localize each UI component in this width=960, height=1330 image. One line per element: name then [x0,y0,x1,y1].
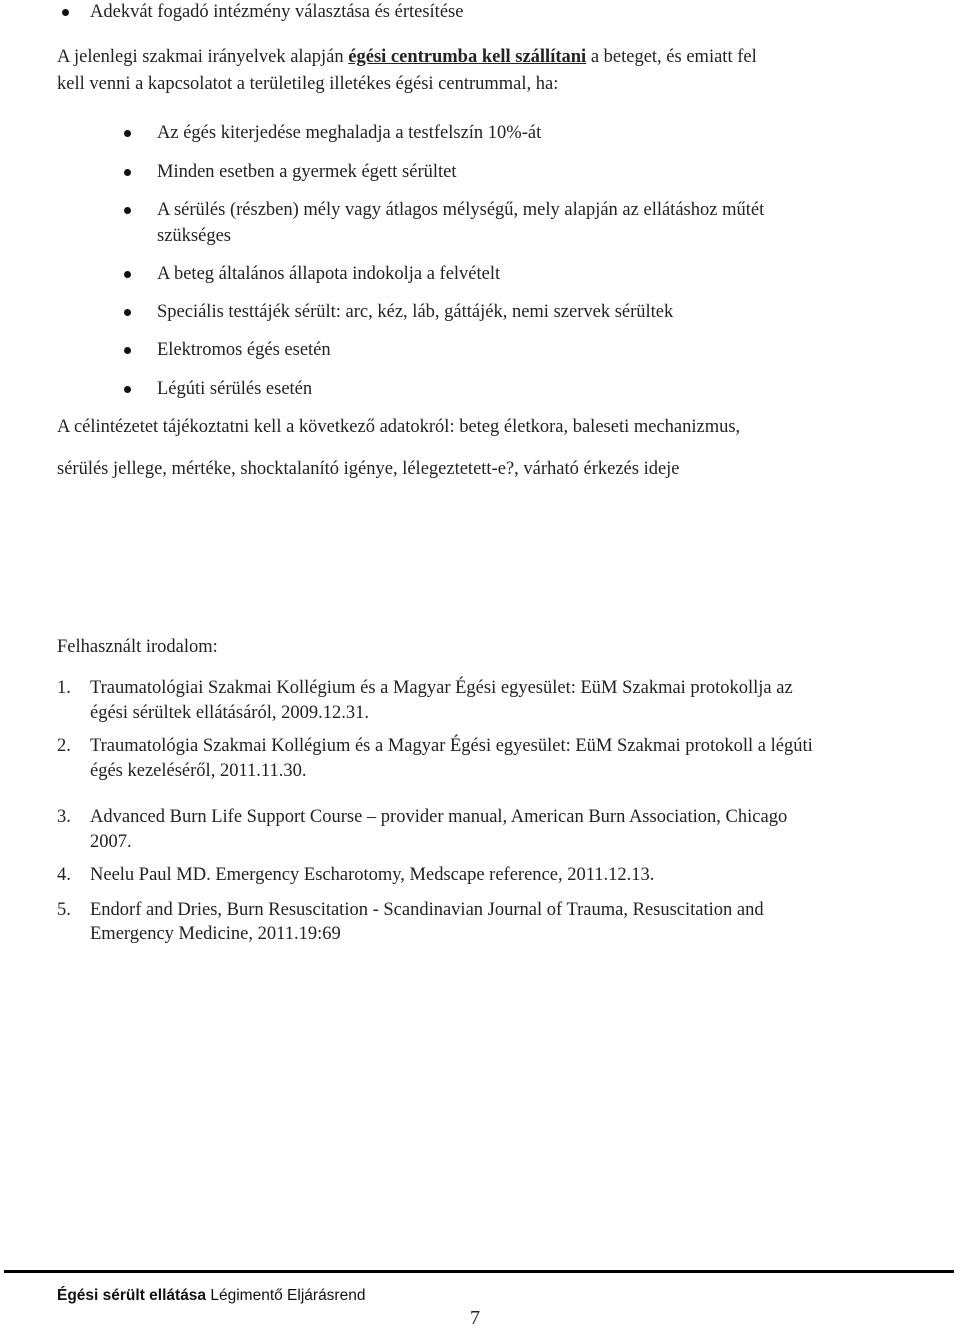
criteria-item: Légúti sérülés esetén [157,379,313,399]
footer-title-rest: Légimentő Eljárásrend [206,1287,366,1304]
reference-text: Traumatológia Szakmai Kollégium és a Magyar Égési egyesület: EüM Szakmai protokoll a légúti [90,736,813,756]
page-number: 7 [470,1307,480,1329]
bullet-icon [124,271,131,278]
criteria-item: A sérülés (részben) mély vagy átlagos mélységű, mely alapján az ellátáshoz műtét [157,200,765,220]
intro-text: A jelenlegi szakmai irányelvek alapján [57,47,349,67]
reference-text: Emergency Medicine, 2011.19:69 [90,924,341,944]
reference-text: égés kezeléséről, 2011.11.30. [90,761,307,781]
notify-line-1: A célintézetet tájékoztatni kell a következő adatokról: beteg életkora, baleseti mechanizmus, [57,417,741,437]
reference-number: 1. [57,678,71,698]
criteria-item: Az égés kiterjedése meghaladja a testfelszín 10%-át [157,123,542,143]
criteria-item-continuation: szükséges [157,226,231,246]
reference-text: Traumatológiai Szakmai Kollégium és a Magyar Égési egyesület: EüM Szakmai protokollja az [90,678,793,698]
bullet-icon [62,9,69,16]
reference-text: Neelu Paul MD. Emergency Escharotomy, Medscape reference, 2011.12.13. [90,865,655,885]
intro-line-1 [57,45,757,69]
reference-number: 3. [57,807,71,827]
footer-title-bold: Égési sérült ellátása [57,1287,207,1304]
criteria-item: Speciális testtájék sérült: arc, kéz, láb, gáttájék, nemi szervek sérültek [157,302,674,322]
intro-text-after: a beteget, és emiatt fel [586,47,757,67]
reference-text: Advanced Burn Life Support Course – provider manual, American Burn Association, Chicago [90,807,788,827]
footer-title [57,1286,365,1306]
reference-text: 2007. [90,832,132,852]
bullet-icon [124,386,131,393]
criteria-item: Elektromos égés esetén [157,340,331,360]
criteria-item: Minden esetben a gyermek égett sérültet [157,162,457,182]
reference-number: 2. [57,736,71,756]
notify-line-2: sérülés jellege, mértéke, shocktalanító igénye, lélegeztetett-e?, várható érkezés ideje [57,459,680,479]
intro-line-2: kell venni a kapcsolatot a területileg illetékes égési centrummal, ha: [57,74,559,94]
criteria-item: A beteg általános állapota indokolja a felvételt [157,264,501,284]
references-heading: Felhasznált irodalom: [57,637,218,657]
intro-emphasis: égési centrumba kell szállítani [348,47,587,67]
reference-text: Endorf and Dries, Burn Resuscitation - Scandinavian Journal of Trauma, Resuscitation and [90,900,764,920]
reference-number: 5. [57,900,71,920]
bullet-icon [124,169,131,176]
footer-divider [4,1270,954,1273]
bullet-icon [124,130,131,137]
section-heading: Adekvát fogadó intézmény választása és értesítése [90,2,464,22]
bullet-icon [124,347,131,354]
bullet-icon [124,207,131,214]
reference-text: égési sérültek ellátásáról, 2009.12.31. [90,703,369,723]
bullet-icon [124,309,131,316]
reference-number: 4. [57,865,71,885]
